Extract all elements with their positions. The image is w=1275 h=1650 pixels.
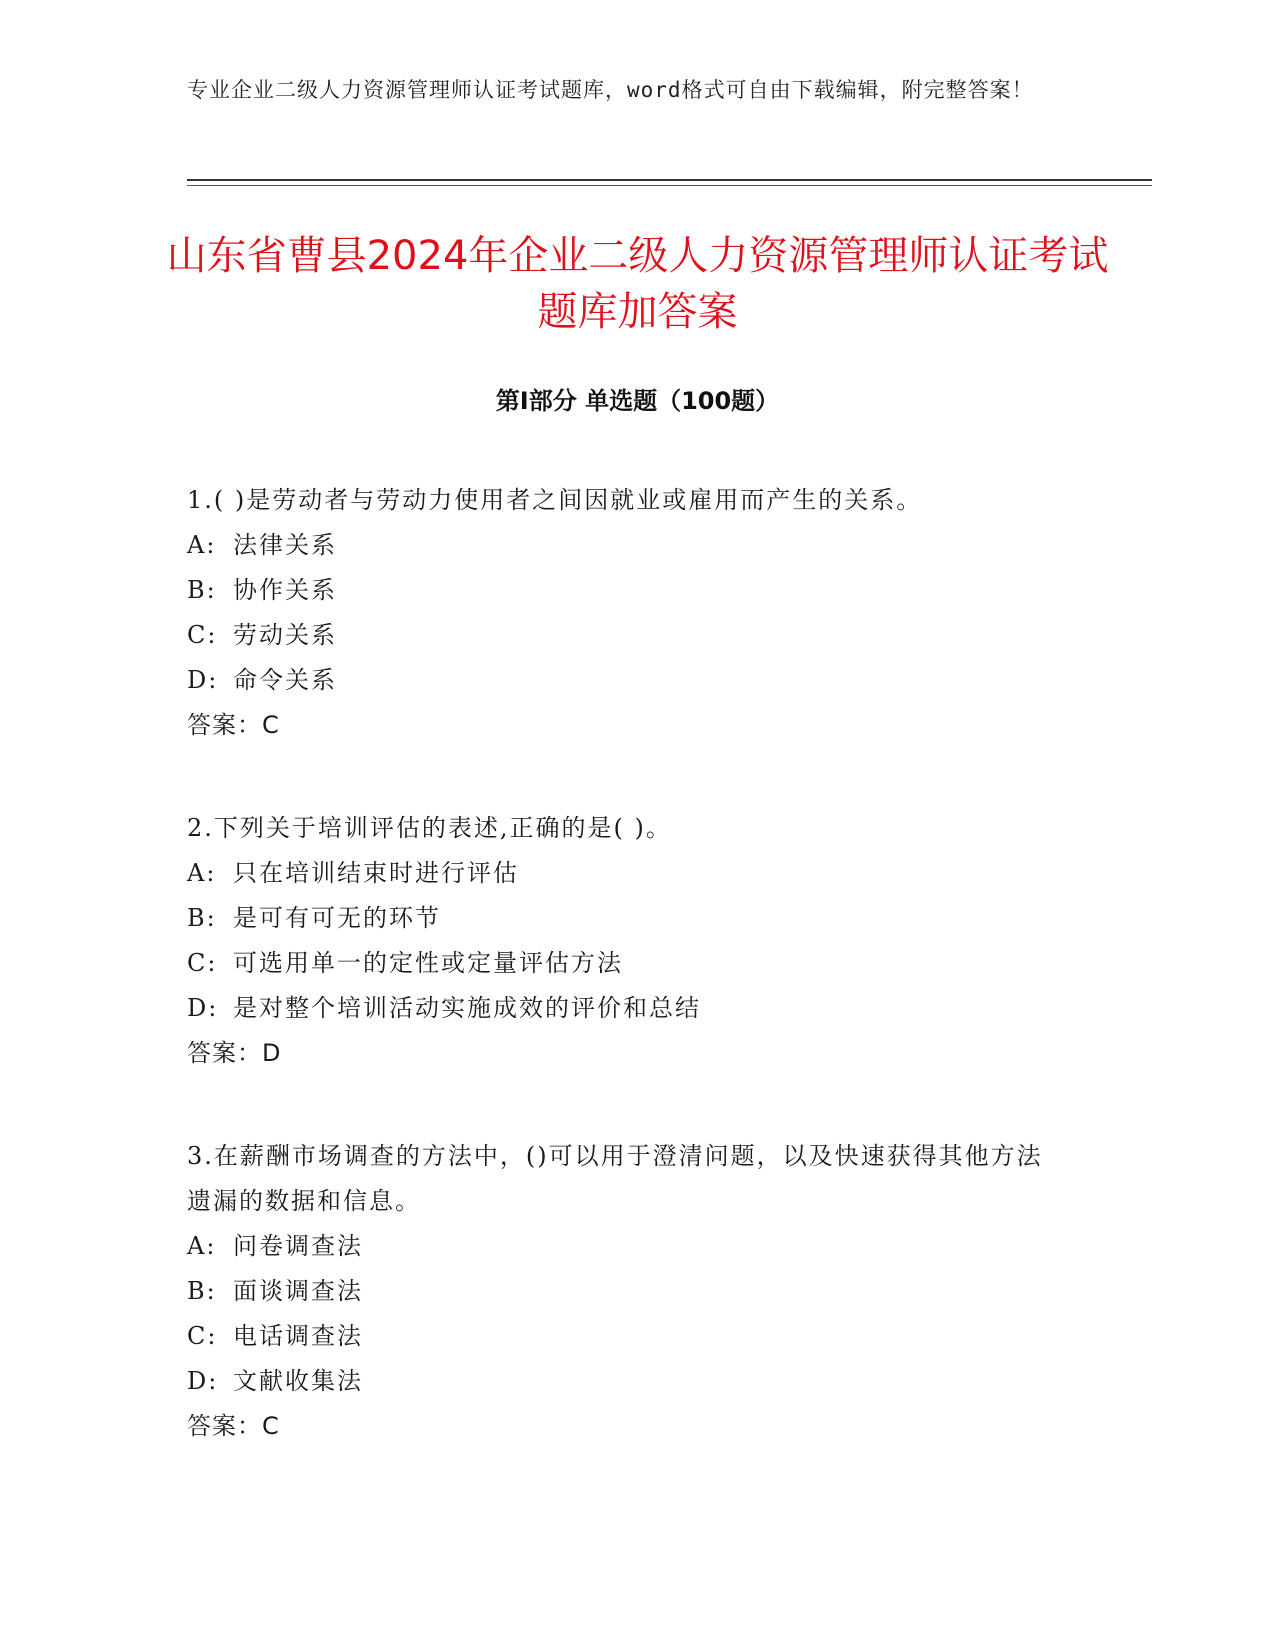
header-note: 专业企业二级人力资源管理师认证考试题库，word格式可自由下载编辑，附完整答案！ xyxy=(187,78,1034,102)
option-key: B: xyxy=(187,576,217,604)
option-key: C: xyxy=(187,621,218,649)
option-key: D: xyxy=(187,1367,219,1395)
option-text: 可选用单一的定性或定量评估方法 xyxy=(233,949,623,977)
option-d xyxy=(187,1359,1067,1404)
option-a xyxy=(187,851,1067,896)
section-heading: 第I部分 单选题（100题） xyxy=(495,387,780,415)
option-text: 电话调查法 xyxy=(233,1322,363,1350)
question-stem: 1.( )是劳动者与劳动力使用者之间因就业或雇用而产生的关系。 xyxy=(187,486,923,514)
option-d xyxy=(187,658,1067,703)
option-text: 法律关系 xyxy=(233,531,337,559)
option-a xyxy=(187,523,1067,568)
document-title: 山东省曹县2024年企业二级人力资源管理师认证考试题库加答案 xyxy=(166,233,1109,335)
option-b xyxy=(187,896,1067,941)
question-stem: 3.在薪酬市场调查的方法中，()可以用于澄清问题，以及快速获得其他方法遗漏的数据和信息。 xyxy=(187,1142,1043,1215)
option-b xyxy=(187,568,1067,613)
option-key: B: xyxy=(187,904,217,932)
question-list xyxy=(187,478,1067,1507)
header-rule-thin xyxy=(187,185,1152,186)
option-key: B: xyxy=(187,1277,217,1305)
question-3 xyxy=(187,1134,1067,1449)
option-key: A: xyxy=(187,531,217,559)
option-text: 面谈调查法 xyxy=(233,1277,363,1305)
question-stem: 2.下列关于培训评估的表述,正确的是( )。 xyxy=(187,814,672,842)
option-key: C: xyxy=(187,949,218,977)
option-text: 劳动关系 xyxy=(233,621,337,649)
option-c xyxy=(187,941,1067,986)
option-text: 文献收集法 xyxy=(233,1367,363,1395)
option-text: 协作关系 xyxy=(233,576,337,604)
option-c xyxy=(187,613,1067,658)
header-rule-thick xyxy=(187,179,1152,181)
option-text: 是可有可无的环节 xyxy=(233,904,441,932)
question-2 xyxy=(187,806,1067,1076)
option-text: 只在培训结束时进行评估 xyxy=(233,859,519,887)
option-key: D: xyxy=(187,666,219,694)
option-key: A: xyxy=(187,859,217,887)
option-key: D: xyxy=(187,994,219,1022)
answer: 答案：D xyxy=(187,1039,282,1067)
option-a xyxy=(187,1224,1067,1269)
option-key: A: xyxy=(187,1232,217,1260)
answer: 答案：C xyxy=(187,711,280,739)
option-c xyxy=(187,1314,1067,1359)
option-b xyxy=(187,1269,1067,1314)
option-key: C: xyxy=(187,1322,218,1350)
option-text: 问卷调查法 xyxy=(233,1232,363,1260)
answer: 答案：C xyxy=(187,1412,280,1440)
option-text: 命令关系 xyxy=(233,666,337,694)
option-d xyxy=(187,986,1067,1031)
question-1 xyxy=(187,478,1067,748)
option-text: 是对整个培训活动实施成效的评价和总结 xyxy=(233,994,701,1022)
